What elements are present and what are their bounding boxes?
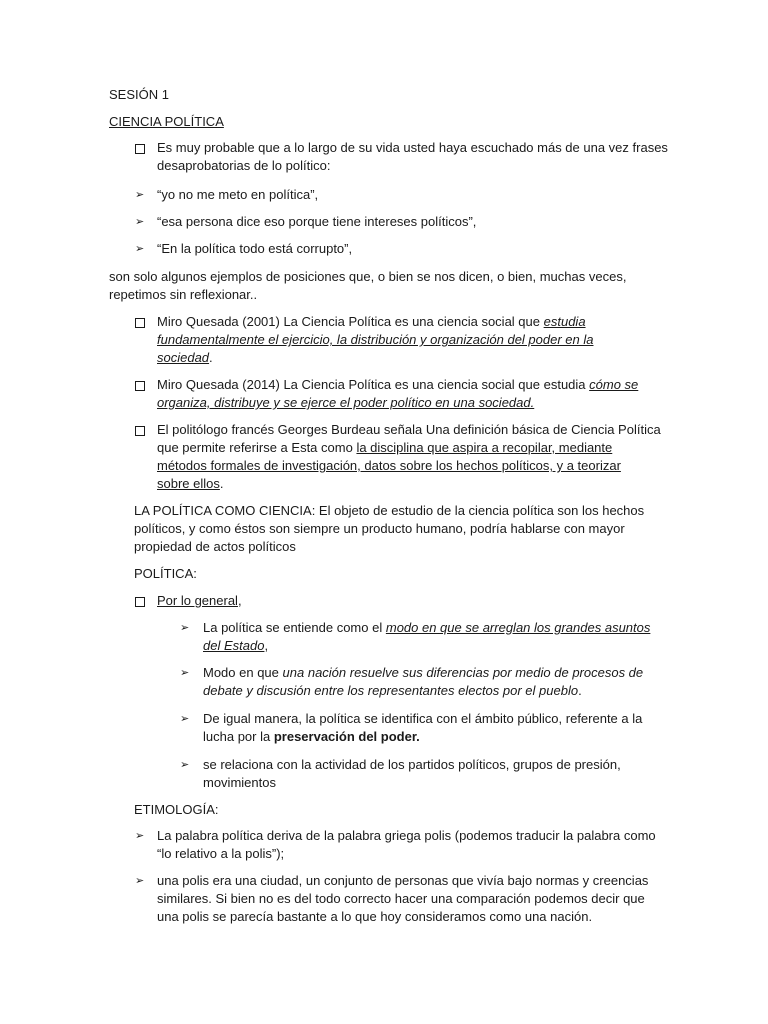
politica-item-3-line-2: lucha por la preservación del poder.: [203, 729, 420, 744]
definition-3-line-1: El politólogo francés Georges Burdeau señala Una definición básica de Ciencia Política: [157, 422, 661, 437]
politica-item-2-line-1: Modo en que una nación resuelve sus diferencias por medio de procesos de: [203, 665, 644, 680]
arrow-bullet-icon: ➢: [135, 830, 145, 842]
phrase-3: “En la política todo está corrupto”,: [157, 241, 353, 256]
checkbox-bullet-icon: [135, 381, 145, 391]
politica-item-2-line-2: debate y discusión entre los representantes electos por el pueblo.: [203, 683, 582, 698]
definition-2-line-1: Miro Quesada (2014) La Ciencia Política es una ciencia social que estudia cómo se: [157, 377, 639, 392]
politica-item-4-line-1: se relaciona con la actividad de los partidos políticos, grupos de presión,: [203, 757, 621, 772]
politica-item-4-line-2: movimientos: [203, 775, 276, 790]
science-line-2: políticos, y como éstos son siempre un producto humano, podría hablarse con mayor: [134, 521, 625, 536]
phrase-1: “yo no me meto en política”,: [157, 187, 319, 202]
arrow-bullet-icon: ➢: [135, 216, 145, 228]
checkbox-bullet-icon: [135, 426, 145, 436]
etimologia-item-2-line-3: una polis se parecía bastante a lo que hoy consideramos como una nación.: [157, 909, 593, 924]
politica-general: Por lo general,: [157, 593, 242, 608]
checkbox-bullet-icon: [135, 597, 145, 607]
etimologia-item-2-line-1: una polis era una ciudad, un conjunto de personas que vivía bajo normas y creencias: [157, 873, 649, 888]
definition-1-line-1: Miro Quesada (2001) La Ciencia Política es una ciencia social que estudia: [157, 314, 586, 329]
arrow-bullet-icon: ➢: [180, 713, 190, 725]
intro-closing-1: son solo algunos ejemplos de posiciones que, o bien se nos dicen, o bien, muchas veces,: [109, 269, 627, 284]
intro-closing-2: repetimos sin reflexionar..: [109, 287, 258, 302]
definition-1-line-3: sociedad.: [157, 350, 213, 365]
intro-line-2: desaprobatorias de lo político:: [157, 158, 331, 173]
politica-item-1-line-1: La política se entiende como el modo en que se arreglan los grandes asuntos: [203, 620, 651, 635]
definition-2-line-2: organiza, distribuye y se ejerce el poder político en una sociedad.: [157, 395, 535, 410]
phrase-2: “esa persona dice eso porque tiene intereses políticos”,: [157, 214, 477, 229]
politica-item-1-line-2: del Estado,: [203, 638, 269, 653]
definition-3-line-2: que permite referirse a Esta como la disciplina que aspira a recopilar, mediante: [157, 440, 613, 455]
politica-heading: POLÍTICA:: [134, 566, 197, 581]
definition-3-line-3: métodos formales de investigación, datos sobre los hechos políticos, y a teorizar: [157, 458, 621, 473]
arrow-bullet-icon: ➢: [180, 759, 190, 771]
arrow-bullet-icon: ➢: [135, 875, 145, 887]
arrow-bullet-icon: ➢: [135, 243, 145, 255]
page-title: CIENCIA POLÍTICA: [109, 114, 224, 129]
definition-1-line-2: fundamentalmente el ejercicio, la distribución y organización del poder en la: [157, 332, 594, 347]
checkbox-bullet-icon: [135, 144, 145, 154]
arrow-bullet-icon: ➢: [180, 622, 190, 634]
politica-item-3-line-1: De igual manera, la política se identifica con el ámbito público, referente a la: [203, 711, 643, 726]
checkbox-bullet-icon: [135, 318, 145, 328]
session-heading: SESIÓN 1: [109, 87, 169, 102]
arrow-bullet-icon: ➢: [135, 189, 145, 201]
definition-3-line-4: sobre ellos.: [157, 476, 224, 491]
science-line-1: LA POLÍTICA COMO CIENCIA: El objeto de estudio de la ciencia política son los hechos: [134, 503, 645, 518]
arrow-bullet-icon: ➢: [180, 667, 190, 679]
etimologia-heading: ETIMOLOGÍA:: [134, 802, 219, 817]
etimologia-item-2-line-2: similares. Si bien no es del todo correcto hacer una comparación podemos decir que: [157, 891, 645, 906]
science-line-3: propiedad de actos políticos: [134, 539, 296, 554]
etimologia-item-1-line-2: “lo relativo a la polis”);: [157, 846, 285, 861]
etimologia-item-1-line-1: La palabra política deriva de la palabra griega polis (podemos traducir la palabra como: [157, 828, 656, 843]
intro-line-1: Es muy probable que a lo largo de su vida usted haya escuchado más de una vez frases: [157, 140, 668, 155]
